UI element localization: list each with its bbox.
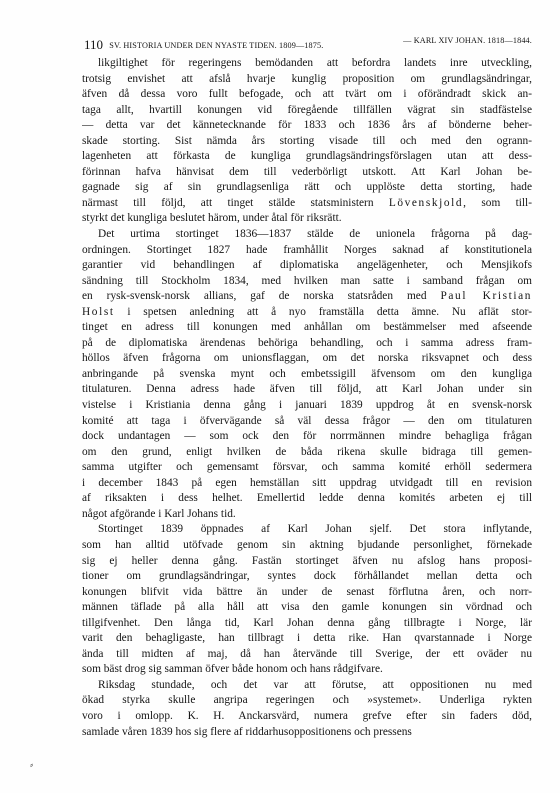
text-line	[82, 662, 532, 678]
text-run: sändning till Stockholm 1834, med hvilken man satte i samband frågan om	[82, 274, 532, 287]
text-line	[82, 445, 532, 461]
text-line	[82, 336, 532, 352]
text-run: likgiltighet för regeringens bemödanden att befordra landets inre utveckling,	[98, 57, 532, 69]
text-run: — detta var det kännetecknande för 1833 och 1836 års af bönderne beher-	[82, 119, 532, 132]
paragraph	[82, 56, 532, 227]
text-line	[82, 367, 532, 383]
text-run: på de diplomatiska ärendenas behöriga behandling, och i samma adress fram-	[82, 336, 532, 349]
text-run: samma utgifter och gemensamt försvar, och samma komité erhöll sedermera	[82, 461, 532, 474]
text-run: höllos äfven frågorna om unionsflaggan, om det norska riksvapnet och dess	[82, 352, 532, 365]
text-run: lagenheten att förkasta de kungliga grundlagsändringsförslagen utan att dess-	[82, 150, 532, 163]
text-line	[82, 243, 532, 259]
text-line	[82, 631, 532, 647]
body-text	[82, 56, 532, 740]
text-run: tinget en adress till konungen med anhållan om bestämmelser med afseende	[82, 321, 532, 334]
text-run: af riksakten i dess helhet. Emellertid ledde denna komités arbeten ej till	[82, 492, 532, 505]
running-head-left-years: 1809—1875.	[279, 41, 324, 50]
text-run: trotsig envishet att afslå hvarje kunglig proposition om grundlagsändringar,	[82, 72, 532, 85]
text-line	[82, 211, 532, 227]
text-run: en rysk-svensk-norsk allians, gaf de norska statsråden med	[82, 290, 441, 303]
text-run: närmast till följd, att tinget stälde statsministern	[82, 196, 389, 209]
text-line	[82, 351, 532, 367]
text-run: skade storting. Sist nämda års storting visade till och med den ogrann-	[82, 134, 532, 147]
text-line	[82, 87, 532, 103]
text-run: i december 1843 på egen hemställan sitt uppdrag utvidgadt till en revision	[82, 476, 532, 489]
text-line	[82, 149, 532, 165]
text-line	[82, 616, 532, 632]
text-run: något afgörande i Karl Johans tid.	[82, 507, 236, 520]
spaced-name: Lövenskjold	[388, 196, 464, 209]
text-run: samlade våren 1839 hos sig flere af riddarhusoppositionens och pressens	[82, 725, 412, 738]
text-line	[82, 476, 532, 492]
text-run: tioner om grundlagsändringar, syntes dock förhållandet mellan detta och	[82, 570, 532, 583]
text-line	[82, 491, 532, 507]
text-line	[82, 274, 532, 290]
text-line	[82, 429, 532, 445]
text-line	[82, 103, 532, 119]
text-run: Det urtima stortinget 1836—1837 stälde de unionela frågorna på dag-	[98, 228, 532, 241]
text-run: ökad styrka skulle angripa regeringen och »systemet». Underliga rykten	[82, 694, 532, 707]
text-line	[82, 678, 532, 694]
text-run: gagnade sig af sin grundlagsenliga rätt och upplöste detta storting, hade	[82, 181, 532, 194]
running-head-right: — KARL XIV JOHAN.	[403, 36, 486, 45]
text-line	[82, 56, 532, 72]
text-line	[82, 585, 532, 601]
text-run: garantier vid behandlingen af diplomatiska angelägenheter, och Mensjikofs	[82, 259, 532, 272]
text-run: som han alltid utöfvade genom sin aktning bjudande personlighet, förnekade	[82, 538, 532, 551]
page-number: 110	[84, 37, 104, 52]
text-line	[82, 165, 532, 181]
corner-mark: ⸗	[30, 760, 34, 771]
text-line	[82, 538, 532, 554]
text-line	[82, 227, 532, 243]
text-line	[82, 196, 532, 212]
text-line	[82, 305, 532, 321]
text-run: som bäst drog sig samman öfver både honom och hans rådgifvare.	[82, 663, 383, 676]
text-run: Stortinget 1839 öppnades af Karl Johan sjelf. Det stora inflytande,	[98, 523, 532, 536]
text-run: ordningen. Stortinget 1827 hade framhållit Norges saknad af konstitutionela	[82, 243, 532, 256]
running-head-left: SV. HISTORIA UNDER DEN NYASTE TIDEN.	[109, 41, 277, 50]
text-run: ända till midten af maj, då han återvände till Sverige, der ett oväder nu	[82, 647, 532, 660]
paragraph	[82, 227, 532, 522]
text-run: varit den behagligaste, han tillbragt i detta rike. Han qvarstannade i Norge	[82, 632, 532, 645]
text-run: , som till-	[463, 196, 532, 209]
text-run: sig ej heller denna gång. Fastän stortinget äfven nu afslog hans proposi-	[82, 554, 532, 567]
text-run: i spetsen anledning att å nyo framställa detta ämne. Nu aflät stor-	[114, 305, 532, 318]
text-line	[82, 382, 532, 398]
text-run: dock undantagen — som ock den för norrmännen mindre behagliga frågan	[82, 430, 532, 443]
spaced-name: Paul Kristian	[440, 290, 532, 303]
paragraph	[82, 678, 532, 740]
text-run: vistelse i Kristiania denna gång i januari 1839 uppdrog åt en svensk-norsk	[82, 399, 532, 412]
running-head-right-group	[403, 36, 532, 45]
text-line	[82, 460, 532, 476]
text-run: Riksdag stundade, och det var att förutse, att oppositionen nu med	[98, 678, 532, 691]
text-line	[82, 569, 532, 585]
text-run: äfven då dessa voro fullt befogade, och att tvärt om i oförändradt skick an-	[82, 88, 532, 101]
text-line	[82, 522, 532, 538]
text-run: konungen blifvit vida bättre än under de senast förflutna åren, och norr-	[82, 585, 532, 598]
text-line	[82, 414, 532, 430]
text-run: styrkt det kungliga beslutet härom, under åtal för riksrätt.	[82, 212, 342, 225]
text-line	[82, 118, 532, 134]
text-line	[82, 134, 532, 150]
text-run: männen täflade på alla håll att visa den gamle konungen sin vördnad och	[82, 601, 532, 614]
text-run: anbringande på svenska mynt och embetssigill äfvensom om den kungliga	[82, 367, 532, 380]
text-line	[82, 600, 532, 616]
text-run: voro i omlopp. K. H. Anckarsvärd, numera grefve efter sin faders död,	[82, 709, 532, 722]
text-line	[82, 725, 532, 741]
text-line	[82, 289, 532, 305]
running-head-right-years: 1818—1844.	[487, 36, 532, 45]
text-line	[82, 647, 532, 663]
text-line	[82, 554, 532, 570]
text-line	[82, 693, 532, 709]
paragraph	[82, 522, 532, 677]
text-line	[82, 72, 532, 88]
text-line	[82, 258, 532, 274]
text-line	[82, 709, 532, 725]
text-run: taga allt, hvartill konungen vid föregående tillfällen vägrat sin stadfästelse	[82, 103, 532, 116]
text-line	[82, 320, 532, 336]
text-run: förinnan hafva hänvisat dem till vederbörligt utskott. Att Karl Johan be-	[82, 165, 532, 178]
text-line	[82, 507, 532, 523]
text-run: titulaturen. Denna adress hade äfven till följd, att Karl Johan under sin	[82, 383, 532, 396]
text-run: komité att taga i öfvervägande så väl dessa frågor — den om titulaturen	[82, 414, 532, 427]
text-line	[82, 180, 532, 196]
text-line	[82, 398, 532, 414]
text-run: tillgifvenhet. Den långa tid, Karl Johan denna gång tillbragte i Norge, lär	[82, 616, 532, 629]
text-run: om den grund, enligt hvilken de båda rikena skulle bidraga till gemen-	[82, 445, 532, 458]
spaced-name: Holst	[82, 305, 115, 318]
running-head	[84, 36, 532, 50]
